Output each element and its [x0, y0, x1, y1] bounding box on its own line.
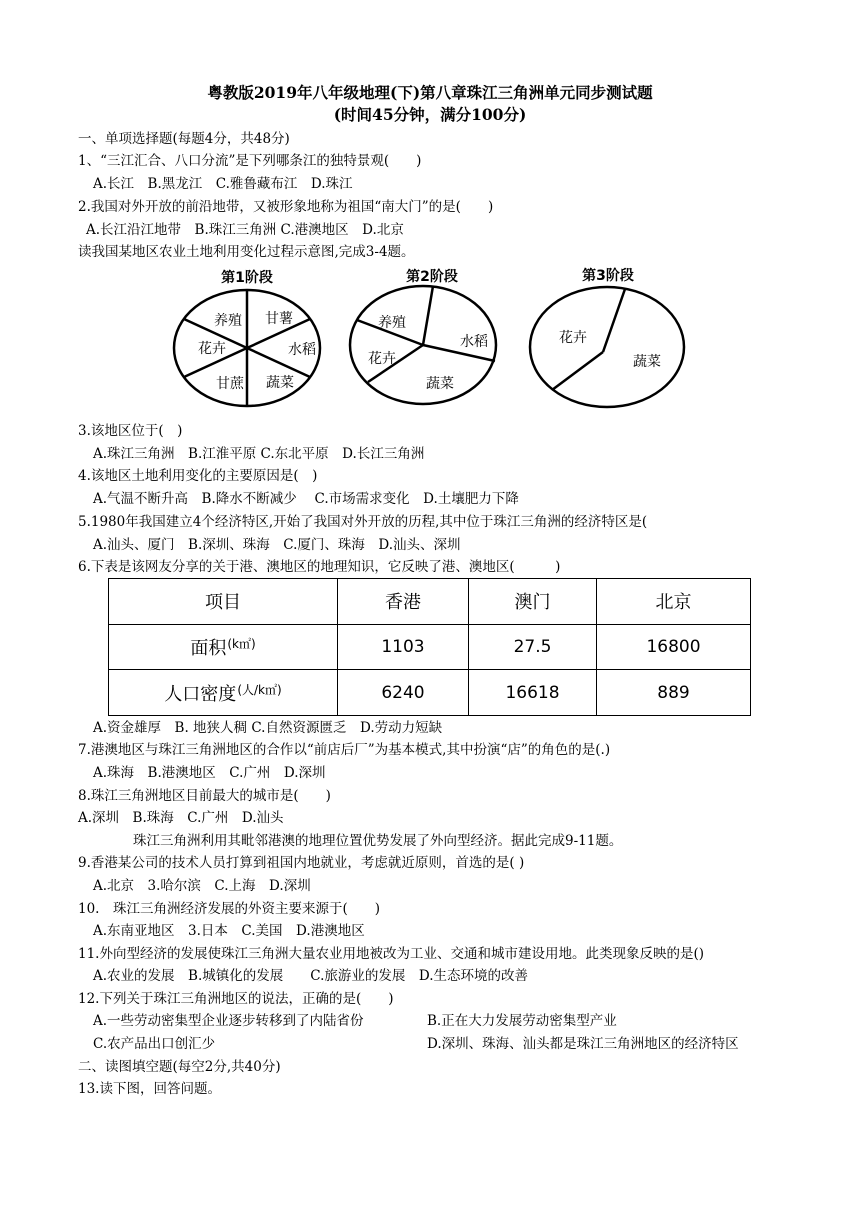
table-cell: 6240 [338, 670, 469, 716]
table-header-row [109, 579, 751, 625]
land-use-pie-figure [160, 262, 700, 412]
stage3-title: 第3阶段 [582, 268, 634, 284]
table-row [109, 670, 751, 716]
question-5-stem: 5.1980年我国建立4个经济特区,开始了我国对外开放的历程,其中位于珠江三角洲的经济特区是( [78, 514, 648, 530]
question-2-stem: 2.我国对外开放的前沿地带，又被形象地称为祖国“南大门”的是( ) [78, 199, 494, 215]
stage1-label-rice: 水稻 [288, 342, 316, 358]
question-1-stem: 1、“三江汇合、八口分流”是下列哪条江的独特景观( ) [78, 153, 422, 169]
table-header-cell: 项目 [109, 579, 338, 625]
question-4-stem: 4.该地区土地利用变化的主要原因是( ) [78, 468, 318, 484]
question-11-stem: 11.外向型经济的发展使珠江三角洲大量农业用地被改为工业、交通和城市建设用地。此类现象反映的是() [78, 946, 705, 962]
table-row-header [109, 624, 338, 670]
row-unit: (k㎡) [227, 636, 256, 651]
stage2-label-flowers: 花卉 [368, 351, 396, 367]
section-2-heading: 二、读图填空题(每空2分,共40分) [78, 1059, 281, 1075]
question-12-option-c: C.农产品出口创汇少 [93, 1036, 216, 1052]
question-9-stem: 9.香港某公司的技术人员打算到祖国内地就业，考虑就近原则，首选的是( ) [78, 855, 525, 871]
stage3-label-flowers: 花卉 [559, 330, 587, 346]
stage1-label-aquaculture: 养殖 [214, 313, 242, 329]
table-cell: 889 [597, 670, 751, 716]
question-6-stem: 6.下表是该网友分享的关于港、澳地区的地理知识，它反映了港、澳地区( ) [78, 559, 561, 575]
table-cell: 1103 [338, 624, 469, 670]
question-12-option-d: D.深圳、珠海、汕头都是珠江三角洲地区的经济特区 [427, 1036, 739, 1052]
page-title: 粤教版2019年八年级地理(下)第八章珠江三角洲单元同步测试题 [207, 83, 653, 102]
question-12-option-a: A.一些劳动密集型企业逐步转移到了内陆省份 [93, 1013, 364, 1029]
question-4-options: A.气温不断升高 B.降水不断减少 C.市场需求变化 D.土壤肥力下降 [93, 491, 519, 507]
table-cell: 16618 [469, 670, 597, 716]
table-header-cell: 澳门 [469, 579, 597, 625]
stage3-label-vegetables: 蔬菜 [633, 354, 661, 370]
stage2-label-vegetables: 蔬菜 [426, 376, 454, 392]
question-12-stem: 12.下列关于珠江三角洲地区的说法，正确的是( ) [78, 991, 394, 1007]
stage1-label-vegetables: 蔬菜 [266, 375, 294, 391]
stage1-label-sweet-potato: 甘薯 [265, 311, 293, 327]
question-6-options: A.资金雄厚 B. 地狭人稠 C.自然资源匮乏 D.劳动力短缺 [93, 720, 443, 736]
question-13-stem: 13.读下图，回答问题。 [78, 1081, 221, 1097]
row-label: 面积 [190, 637, 227, 659]
question-8-options: A.深圳 B.珠海 C.广州 D.汕头 [78, 810, 284, 826]
question-3-stem: 3.该地区位于( ) [78, 423, 183, 439]
question-7-options: A.珠海 B.港澳地区 C.广州 D.深圳 [93, 765, 326, 781]
question-3-options: A.珠江三角洲 B.江淮平原 C.东北平原 D.长江三角洲 [93, 446, 425, 462]
row-unit: (人/k㎡) [237, 682, 282, 697]
passage-intro-9-11: 珠江三角洲利用其毗邻港澳的地理位置优势发展了外向型经济。据此完成9-11题。 [133, 833, 623, 849]
question-10-stem: 10. 珠江三角洲经济发展的外资主要来源于( ) [78, 901, 381, 917]
question-1-options: A.长江 B.黑龙江 C.雅鲁藏布江 D.珠江 [93, 176, 353, 192]
table-header-cell: 北京 [597, 579, 751, 625]
stage2-label-rice: 水稻 [460, 334, 488, 350]
table-row [109, 624, 751, 670]
table-cell: 27.5 [469, 624, 597, 670]
stage1-label-sugarcane: 甘蔗 [216, 376, 244, 392]
stage1-title: 第1阶段 [221, 270, 273, 286]
table-cell: 16800 [597, 624, 751, 670]
table-row-header [109, 670, 338, 716]
table-header-cell: 香港 [338, 579, 469, 625]
section-1-heading: 一、单项选择题(每题4分，共48分) [78, 131, 290, 147]
page-subtitle: (时间45分钟，满分100分) [333, 105, 527, 124]
question-2-options: A.长江沿江地带 B.珠江三角洲 C.港澳地区 D.北京 [86, 222, 404, 238]
question-10-options: A.东南亚地区 3.日本 C.美国 D.港澳地区 [93, 923, 365, 939]
question-12-option-b: B.正在大力发展劳动密集型产业 [427, 1013, 617, 1029]
figure-intro-3-4: 读我国某地区农业土地利用变化过程示意图,完成3-4题。 [78, 244, 415, 260]
row-label: 人口密度 [164, 683, 237, 705]
hk-macau-data-table [108, 578, 751, 716]
question-9-options: A.北京 3.哈尔滨 C.上海 D.深圳 [93, 878, 311, 894]
question-11-options: A.农业的发展 B.城镇化的发展 C.旅游业的发展 D.生态环境的改善 [93, 968, 529, 984]
stage2-label-aquaculture: 养殖 [378, 315, 406, 331]
question-7-stem: 7.港澳地区与珠江三角洲地区的合作以“前店后厂”为基本模式,其中扮演“店”的角色的是(.) [78, 742, 611, 758]
question-8-stem: 8.珠江三角洲地区目前最大的城市是( ) [78, 788, 331, 804]
stage1-label-flowers: 花卉 [198, 341, 226, 357]
question-5-options: A.汕头、厦门 B.深圳、珠海 C.厦门、珠海 D.汕头、深圳 [93, 537, 461, 553]
stage2-title: 第2阶段 [406, 269, 458, 285]
